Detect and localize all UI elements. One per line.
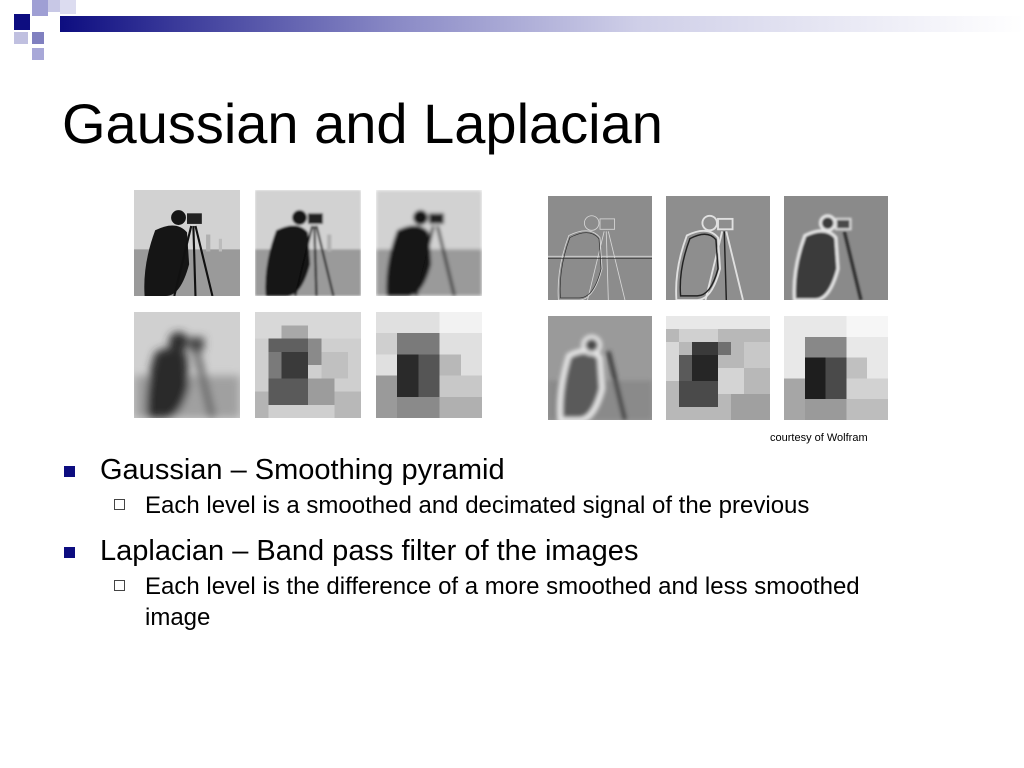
laplacian-level-1-image — [548, 196, 652, 300]
gaussian-level-4-image — [134, 312, 240, 418]
sub-bullet-text: Each level is a smoothed and decimated signal of the previous — [145, 492, 810, 519]
header-decor-square — [32, 0, 48, 16]
bullet-item — [62, 450, 962, 490]
bullet-text: Gaussian – Smoothing pyramid — [100, 454, 505, 486]
hollow-square-bullet-icon — [114, 499, 125, 510]
bullet-list — [62, 450, 962, 643]
square-bullet-icon — [64, 466, 75, 477]
header-decor-square — [14, 32, 28, 44]
sub-bullet-item — [62, 490, 962, 521]
square-bullet-icon — [64, 547, 75, 558]
header-decor-square — [60, 0, 76, 14]
laplacian-level-4-image — [548, 316, 652, 420]
gaussian-level-2-image — [255, 190, 361, 296]
hollow-square-bullet-icon — [114, 580, 125, 591]
image-credit: courtesy of Wolfram — [770, 432, 868, 444]
header-decor-square — [48, 0, 60, 12]
header-decor-square — [32, 48, 44, 60]
laplacian-level-3-image — [784, 196, 888, 300]
laplacian-level-6-image — [784, 316, 888, 420]
gaussian-level-5-image — [255, 312, 361, 418]
sub-bullet-item — [62, 571, 925, 633]
bullet-item — [62, 531, 962, 571]
header-gradient-bar — [60, 16, 1024, 32]
header-decor-square — [14, 14, 30, 30]
gaussian-level-6-image — [376, 312, 482, 418]
sub-bullet-text: Each level is the difference of a more smoothed and less smoothed image — [145, 573, 860, 631]
header-decor-square — [32, 32, 44, 44]
bullet-text: Laplacian – Band pass filter of the images — [100, 535, 639, 567]
pyramid-figure — [130, 186, 900, 426]
laplacian-level-5-image — [666, 316, 770, 420]
gaussian-level-1-image — [134, 190, 240, 296]
laplacian-level-2-image — [666, 196, 770, 300]
gaussian-level-3-image — [376, 190, 482, 296]
slide-title: Gaussian and Laplacian — [62, 92, 663, 155]
